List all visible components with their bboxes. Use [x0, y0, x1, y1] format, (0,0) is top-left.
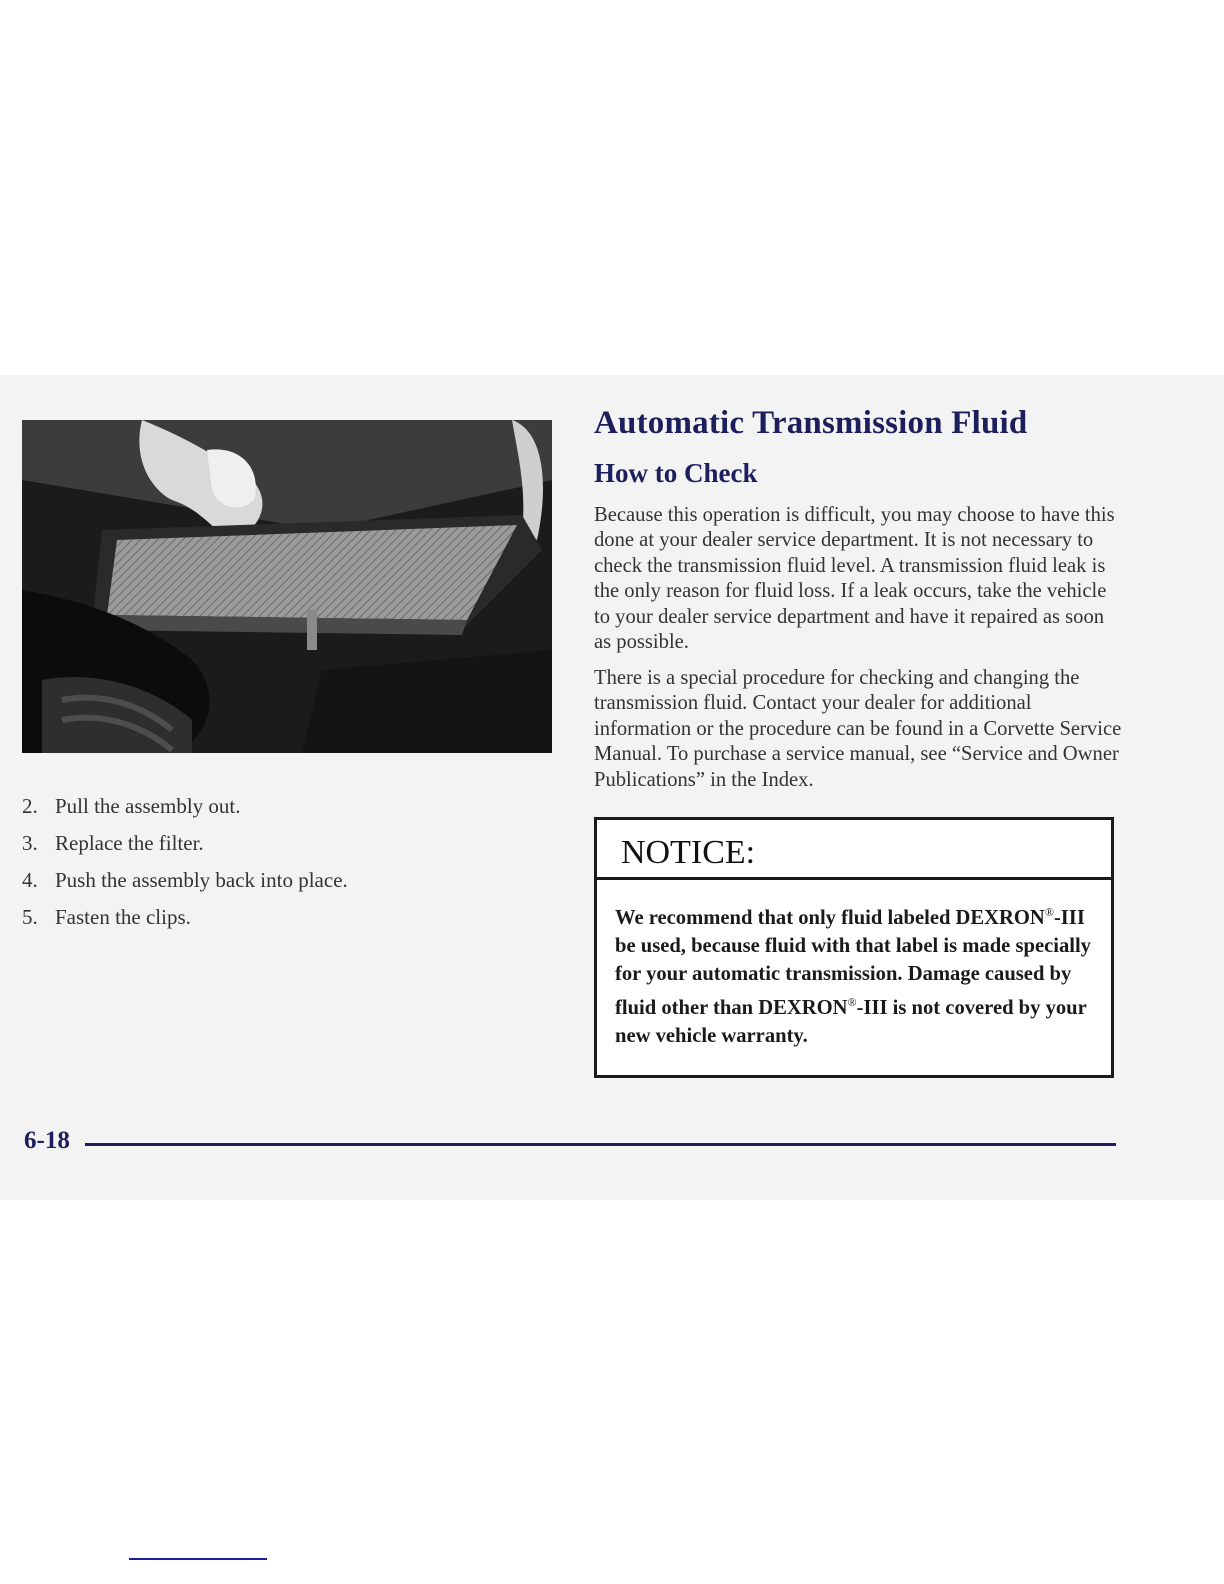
- list-item: [22, 862, 348, 899]
- section-heading: Automatic Transmission Fluid: [594, 405, 1028, 441]
- photo-illustration: [22, 420, 552, 753]
- notice-text-part: We recommend that only fluid labeled DEXRON: [615, 907, 1045, 929]
- steps-list: [22, 788, 348, 936]
- step-text: Push the assembly back into place.: [55, 868, 348, 892]
- registered-mark: ®: [847, 995, 857, 1009]
- step-number: 3.: [22, 831, 38, 855]
- list-item: [22, 788, 348, 825]
- registered-mark: ®: [1044, 905, 1054, 919]
- notice-text-part: -III be used, because fluid with that label is made specially for your automatic transmission. Damage caused by fluid other than DEXRON: [615, 907, 1091, 1019]
- page-number: 6-18: [24, 1127, 70, 1154]
- step-text: Pull the assembly out.: [55, 794, 241, 818]
- notice-text: [597, 880, 1111, 1050]
- step-text: Replace the filter.: [55, 831, 204, 855]
- paragraph-intro: Because this operation is difficult, you may choose to have this done at your dealer service department. It is not necessary to check the transmission fluid level. A transmission fluid leak is the only reason for fluid loss. If a leak occurs, take the vehicle to your dealer service department and have it repaired as soon as possible.: [594, 504, 1115, 654]
- subsection-heading: How to Check: [594, 458, 758, 488]
- filter-assembly-photo: [22, 420, 552, 753]
- list-item: [22, 825, 348, 862]
- list-item: [22, 899, 348, 936]
- bottom-link-line: [129, 1558, 267, 1560]
- step-text: Fasten the clips.: [55, 905, 191, 929]
- step-number: 5.: [22, 905, 38, 929]
- footer-rule: [85, 1143, 1116, 1146]
- notice-text-part: -III is not covered by your new vehicle warranty.: [615, 997, 1087, 1047]
- notice-title: NOTICE:: [597, 820, 1111, 880]
- step-number: 4.: [22, 868, 38, 892]
- paragraph-procedure: There is a special procedure for checking and changing the transmission fluid. Contact your dealer for additional information or the procedure can be found in a Corvette Service Manual. To purchase a service manual, see “Service and Owner Publications” in the Index.: [594, 667, 1122, 791]
- step-number: 2.: [22, 794, 38, 818]
- notice-box: [594, 817, 1114, 1078]
